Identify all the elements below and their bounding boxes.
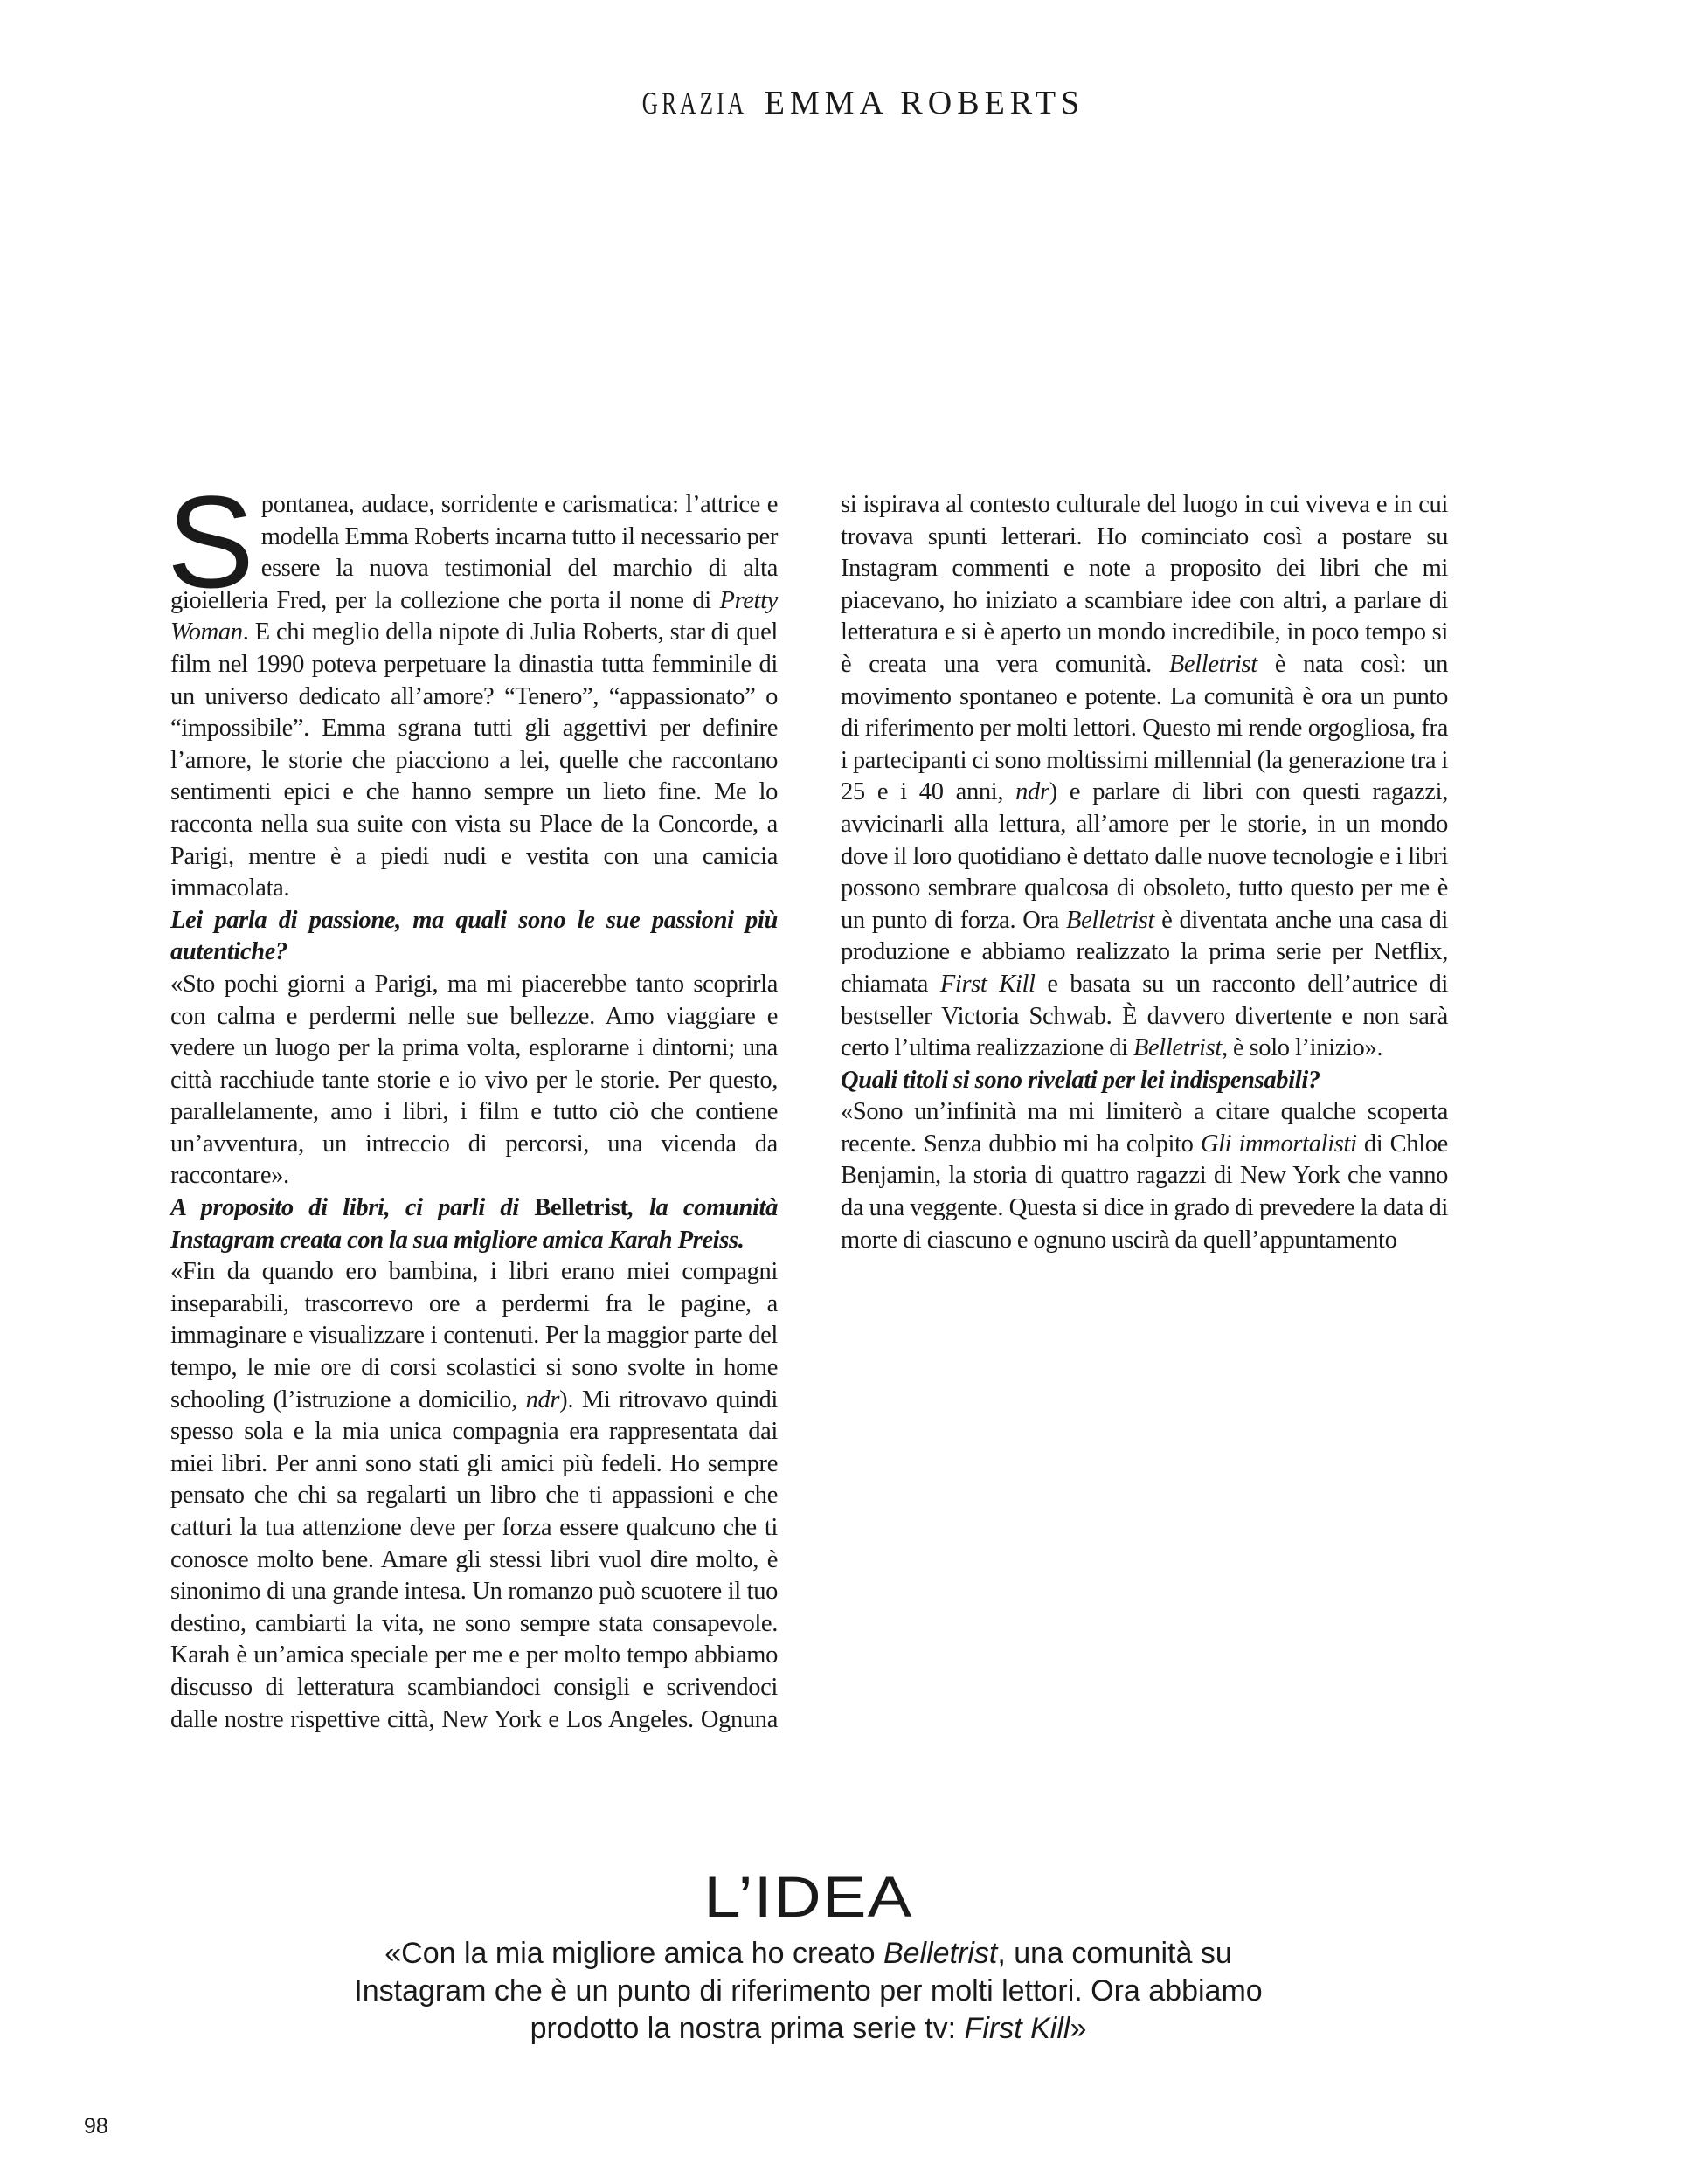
page-header — [0, 84, 1704, 122]
italic-text: Pretty Woman — [170, 586, 778, 646]
italic-text: Belletrist — [883, 1937, 998, 1970]
interview-question — [841, 1065, 1448, 1097]
text-run: , la comunità Instagram creata con la sua migliore amica Karah Preiss. — [170, 1194, 778, 1254]
text-run: . E chi meglio della nipote di Julia Roberts, star di quel film nel 1990 poteva perpetuare la dinastia tutta femminile di un universo dedicato all’amore? “Tenero”, “appassionato” o “impossibile”. Emma sgrana tutti gli aggettivi per definire l’amore, le storie che piacciono a lei, quelle che raccontano sentimenti epici e che hanno sempre un lieto fine. Me lo racconta nella sua suite con vista su Place de la Concorde, a Parigi, mentre è a piedi nudi e vestita con una camicia immacolata. — [170, 619, 778, 902]
text-run: è nata così: un movimento spontaneo e potente. La comunità è ora un punto di riferimento per molti lettori. Questo mi rende orgogliosa, fra i partecipanti ci sono moltissimi millennial (la generazione tra i 25 e i 40 anni, — [841, 650, 1448, 806]
italic-text: Belletrist — [1168, 650, 1257, 678]
text-run: A proposito di libri, ci parli di — [170, 1194, 535, 1222]
text-run: , una comunità su Instagram che è un punto di riferimento per molti lettori. Ora abbiamo prodotto la nostra prima serie tv: — [354, 1937, 1263, 2045]
text-run: «Fin da quando ero bambina, i libri erano miei compagni inseparabili, trascorrevo ore a perdermi fra le pagine, a immaginare e visualizzare i contenuti. Per la maggior parte del tempo, le mie ore di corsi scolastici si sono svolte in home schooling (l’istruzione a domicilio, — [170, 1258, 778, 1413]
text-run: pontanea, audace, sorridente e carismatica: l’attrice e modella Emma Roberts incarna tutto il necessario per essere la nuova testimonial del marchio di alta gioielleria Fred, per la collezione che porta il nome di — [170, 491, 778, 614]
italic-text: ndr — [1015, 778, 1049, 806]
text-run: Lei parla di passione, ma quali sono le sue passioni più autentiche? — [170, 906, 778, 966]
interview-question — [170, 905, 778, 969]
italic-text: Gli immortalisti — [1200, 1130, 1357, 1158]
text-run: Belletrist — [534, 1194, 628, 1222]
text-run: «Sto pochi giorni a Parigi, ma mi piacerebbe tanto scoprirla con calma e perdermi nelle sue bellezze. Amo viaggiare e vedere un luogo per la prima volta, esplorarne i dintorni; una città racchiude tante storie e io vivo per le storie. Per questo, parallelamente, amo i libri, i film e tutto ciò che contiene un’avventura, un intreccio di percorsi, una vicenda da raccontare». — [170, 970, 778, 1190]
text-run: «Con la mia migliore amica ho creato — [384, 1937, 883, 1970]
text-run: » — [1070, 2012, 1087, 2045]
interview-question — [170, 1192, 778, 1256]
italic-text: Belletrist — [1066, 906, 1155, 934]
text-run: «Sono un’infinità ma mi limiterò a citare qualche scoperta recente. Senza dubbio mi ha colpito — [841, 1098, 1448, 1158]
italic-text: First Kill — [964, 2012, 1070, 2045]
text-run: ). Mi ritrovavo quindi spesso sola e la mia unica compagnia era rappresentata dai miei libri. Per anni sono stati gli amici più fedeli. Ho sempre pensato che chi sa regalarti un libro che ti appassioni e che catturi la tua attenzione deve per forza essere qualcuno che ti conosce molto bene. Amare gli stessi libri vuol dire molto, è sinonimo di una grande intesa. Un romanzo può scuotere il tuo destino, cambiarti la vita, ne sono sempre stata consapevole. Karah è un’amica speciale per me e per molto tempo abbiamo discusso di letteratura scambiandoci consigli e scrivendoci dalle nostre rispettive città, New York e Los Angeles. Ognuna si ispirava al contesto culturale del luogo in cui viveva e in cui trovava spunti letterari. Ho cominciato così a postare su Instagram commenti e note a proposito dei libri che mi piacevano, ho iniziato a scambiare idee con altri, a parlare di letteratura e si è aperto un mondo incredibile, in poco tempo si è creata una vera comunità. — [170, 491, 1448, 1733]
magazine-brand: GRAZIA — [641, 86, 747, 121]
article-subject: EMMA ROBERTS — [764, 85, 1085, 121]
article-body — [167, 468, 1448, 1738]
text-run: di Chloe Benjamin, la storia di quattro ragazzi di New York che vanno da una veggente. Questa si dice in grado di prevedere la data di morte di ciascuno e ognuno uscirà da quell’appuntamento — [841, 1130, 1448, 1254]
text-run: , è solo l’inizio». — [1221, 1034, 1383, 1062]
pull-quote-text — [332, 1935, 1285, 2048]
drop-cap: S — [167, 468, 254, 615]
article-paragraph — [841, 1096, 1448, 1256]
text-run: ) e parlare di libri con questi ragazzi, avvicinarli alla lettura, all’amore per le storie, in un mondo dove il loro quotidiano è dettato dalle nuove tecnologie e i libri possono sembrare qualcosa di obsoleto, tutto questo per me è un punto di forza. Ora — [841, 778, 1448, 934]
article-paragraph — [170, 969, 778, 1192]
italic-text: ndr — [525, 1386, 560, 1413]
text-run: Quali titoli si sono rivelati per lei indispensabili? — [841, 1066, 1320, 1094]
pull-quote-box — [332, 1865, 1285, 2048]
pull-quote-title: L’IDEA — [703, 1864, 913, 1929]
text-run: e basata su un racconto dell’autrice di bestseller Victoria Schwab. È davvero divertente e non sarà certo l’ultima realizzazione di — [841, 970, 1448, 1062]
article-paragraph — [167, 468, 778, 905]
page-number: 98 — [84, 2114, 108, 2139]
italic-text: Belletrist — [1133, 1034, 1222, 1062]
italic-text: First Kill — [939, 970, 1036, 998]
text-run: è diventata anche una casa di produzione e abbiamo realizzato la prima serie per Netflix, chiamata — [841, 906, 1448, 998]
